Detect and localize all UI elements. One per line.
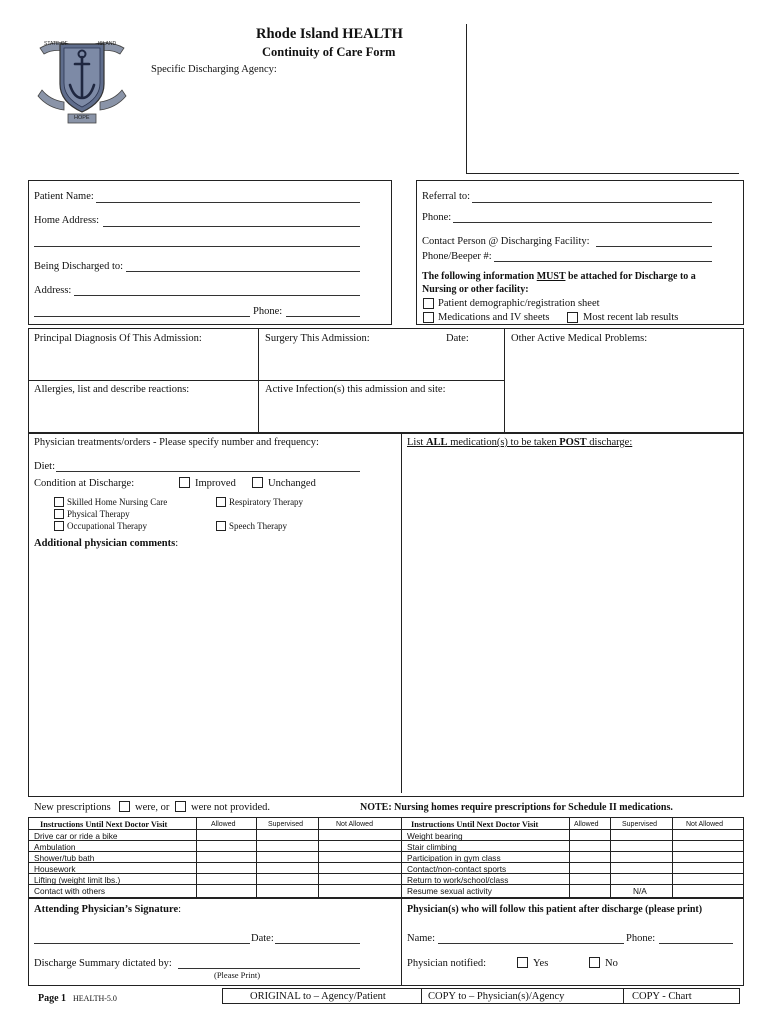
must-word: MUST: [536, 271, 566, 282]
prescriptions-were-label: were, or: [135, 802, 170, 813]
must-pre-text: The following information: [422, 271, 537, 282]
distribution-copy-chart: COPY - Chart: [632, 991, 692, 1002]
occupational-therapy-checkbox[interactable]: [54, 521, 64, 531]
must-post-text: be attached for Discharge to a: [565, 271, 696, 282]
beeper-label: Phone/Beeper #:: [422, 251, 492, 262]
active-infection-label: Active Infection(s) this admission and site:: [265, 384, 446, 395]
left-instructions-header: Instructions Until Next Doctor Visit: [40, 820, 168, 829]
referral-phone-label: Phone:: [422, 212, 452, 223]
new-prescriptions-label: New prescriptions: [34, 802, 111, 813]
meds-mid: medication(s) to be taken: [447, 437, 560, 448]
instructions-col-line: [318, 817, 319, 898]
referral-to-field[interactable]: [472, 202, 712, 203]
referral-phone-field[interactable]: [453, 222, 712, 223]
attending-signature-field[interactable]: [34, 943, 250, 944]
notified-yes-label: Yes: [533, 958, 549, 969]
meds-end: discharge:: [586, 437, 633, 448]
lab-results-checkbox[interactable]: [567, 312, 578, 323]
distribution-divider-1: [421, 988, 422, 1004]
physical-therapy-label: Physical Therapy: [67, 509, 130, 519]
left-row-4: Lifting (weight limit lbs.): [34, 875, 121, 885]
unchanged-checkbox[interactable]: [252, 477, 263, 488]
discharged-to-label: Being Discharged to:: [34, 261, 124, 272]
speech-therapy-checkbox[interactable]: [216, 521, 226, 531]
sexual-activity-na: N/A: [633, 886, 647, 896]
must-attach-line2: Nursing or other facility:: [422, 284, 529, 295]
medications-iv-checkbox[interactable]: [423, 312, 434, 323]
diagnosis-col-divider: [258, 328, 259, 433]
surgery-label: Surgery This Admission:: [265, 333, 370, 344]
speech-therapy-label: Speech Therapy: [229, 521, 288, 531]
discharge-address-label: Address:: [34, 285, 72, 296]
page-number: Page 1: [38, 993, 67, 1004]
patient-name-label: Patient Name:: [34, 191, 94, 202]
physician-notified-label: Physician notified:: [407, 958, 487, 969]
follow-phone-field[interactable]: [659, 943, 733, 944]
condition-label: Condition at Discharge:: [34, 478, 135, 489]
unchanged-label: Unchanged: [268, 478, 316, 489]
dictated-by-label: Discharge Summary dictated by:: [34, 958, 172, 969]
instructions-col-line: [196, 817, 197, 898]
distribution-divider-2: [623, 988, 624, 1004]
follow-phone-label: Phone:: [626, 933, 656, 944]
attending-signature-label: [34, 904, 181, 916]
schedule-ii-note: NOTE: Nursing homes require prescriptions for Schedule II medications.: [360, 802, 673, 813]
instructions-col-line: [610, 817, 611, 898]
skilled-nursing-label: Skilled Home Nursing Care: [67, 497, 168, 507]
agency-label: Specific Discharging Agency:: [151, 64, 277, 75]
right-row-3: Contact/non-contact sports: [407, 864, 507, 874]
medications-iv-label: Medications and IV sheets: [438, 312, 550, 323]
meds-all: ALL: [425, 437, 448, 448]
comments-colon: :: [175, 538, 179, 549]
other-problems-label: Other Active Medical Problems:: [511, 333, 648, 344]
instructions-row-line: [28, 851, 744, 852]
left-row-2: Shower/tub bath: [34, 853, 95, 863]
physical-therapy-checkbox[interactable]: [54, 509, 64, 519]
allergies-label: Allergies, list and describe reactions:: [34, 384, 190, 395]
right-supervised-header: Supervised: [622, 821, 658, 828]
distribution-original: ORIGINAL to – Agency/Patient: [250, 991, 386, 1002]
instructions-col-line: [672, 817, 673, 898]
contact-person-label: Contact Person @ Discharging Facility:: [422, 236, 590, 247]
right-row-0: Weight bearing: [407, 831, 463, 841]
home-address-line2-field[interactable]: [34, 246, 360, 247]
dictated-by-field[interactable]: [178, 968, 360, 969]
diagnosis-row-divider: [28, 380, 504, 381]
discharge-address-line2-field[interactable]: [34, 316, 250, 317]
prescriptions-not-provided-checkbox[interactable]: [175, 801, 186, 812]
diet-label: Diet:: [34, 461, 55, 472]
seal-text-state: STATE OF: [44, 41, 68, 47]
right-row-2: Participation in gym class: [407, 853, 501, 863]
seal-text-island: ISLAND: [98, 41, 117, 47]
patient-name-field[interactable]: [96, 202, 360, 203]
discharge-phone-field[interactable]: [286, 316, 360, 317]
left-supervised-header: Supervised: [268, 821, 304, 828]
follow-physician-label: Physician(s) who will follow this patient after discharge (please print): [407, 904, 703, 915]
right-instructions-header: Instructions Until Next Doctor Visit: [411, 820, 539, 829]
meds-post: POST: [559, 437, 587, 448]
seal-text-hope: HOPE: [74, 115, 90, 121]
demographic-label: Patient demographic/registration sheet: [438, 298, 600, 309]
follow-name-field[interactable]: [438, 943, 624, 944]
instructions-col-line: [401, 817, 402, 898]
left-row-0: Drive car or ride a bike: [34, 831, 118, 841]
instructions-row-line: [28, 884, 744, 885]
lab-results-label: Most recent lab results: [583, 312, 679, 323]
beeper-field[interactable]: [494, 261, 712, 262]
attending-colon: :: [178, 904, 182, 915]
skilled-nursing-checkbox[interactable]: [54, 497, 64, 507]
contact-person-field[interactable]: [596, 246, 712, 247]
principal-diagnosis-label: Principal Diagnosis Of This Admission:: [34, 333, 202, 344]
instructions-col-line: [256, 817, 257, 898]
form-code: HEALTH-5.0: [73, 994, 117, 1003]
right-not-allowed-header: Not Allowed: [686, 821, 723, 828]
comments-label-bold: Additional physician comments: [34, 538, 176, 549]
notified-no-label: No: [605, 958, 618, 969]
home-address-label: Home Address:: [34, 215, 100, 226]
left-row-3: Housework: [34, 864, 76, 874]
instructions-col-line: [569, 817, 570, 898]
state-seal-logo: [34, 30, 130, 126]
diagnosis-col-divider-2: [504, 328, 505, 433]
agency-stamp-bottom: [466, 173, 739, 174]
additional-comments-label: [34, 538, 178, 550]
diet-field[interactable]: [56, 471, 360, 472]
physician-orders-label: Physician treatments/orders - Please specify number and frequency:: [34, 437, 319, 448]
please-print-label: (Please Print): [214, 970, 261, 980]
referral-to-label: Referral to:: [422, 191, 471, 202]
home-address-field[interactable]: [103, 226, 360, 227]
discharge-phone-label: Phone:: [253, 306, 283, 317]
right-row-4: Return to work/school/class: [407, 875, 509, 885]
improved-checkbox[interactable]: [179, 477, 190, 488]
form-title: Rhode Island HEALTH: [256, 26, 403, 42]
agency-stamp-divider: [466, 24, 467, 174]
left-not-allowed-header: Not Allowed: [336, 821, 373, 828]
demographic-checkbox[interactable]: [423, 298, 434, 309]
left-row-5: Contact with others: [34, 886, 106, 896]
improved-label: Improved: [195, 478, 236, 489]
meds-pre: List: [407, 437, 426, 448]
attending-label-bold: Attending Physician’s Signature: [34, 904, 179, 915]
instructions-row-line: [28, 840, 744, 841]
occupational-therapy-label: Occupational Therapy: [67, 521, 148, 531]
right-row-5: Resume sexual activity: [407, 886, 492, 896]
follow-name-label: Name:: [407, 933, 435, 944]
prescriptions-were-checkbox[interactable]: [119, 801, 130, 812]
right-allowed-header: Allowed: [574, 821, 599, 828]
treatment-box: [28, 433, 744, 797]
left-allowed-header: Allowed: [211, 821, 236, 828]
instructions-row-line: [28, 873, 744, 874]
respiratory-therapy-label: Respiratory Therapy: [229, 497, 304, 507]
notified-no-checkbox[interactable]: [589, 957, 600, 968]
right-row-1: Stair climbing: [407, 842, 457, 852]
post-discharge-meds-label: [407, 437, 632, 449]
prescriptions-not-provided-label: were not provided.: [191, 802, 271, 813]
signature-col-divider: [401, 898, 402, 986]
surgery-date-label: Date:: [446, 333, 469, 344]
attending-date-field[interactable]: [275, 943, 360, 944]
distribution-copy-physician: COPY to – Physician(s)/Agency: [428, 991, 565, 1002]
form-subtitle: Continuity of Care Form: [262, 45, 396, 59]
treatment-col-divider: [401, 433, 402, 793]
instructions-row-line: [28, 862, 744, 863]
left-row-1: Ambulation: [34, 842, 76, 852]
must-attach-notice: [422, 271, 696, 283]
discharge-address-field[interactable]: [74, 295, 360, 296]
attending-date-label: Date:: [251, 933, 274, 944]
discharged-to-field[interactable]: [126, 271, 360, 272]
respiratory-therapy-checkbox[interactable]: [216, 497, 226, 507]
notified-yes-checkbox[interactable]: [517, 957, 528, 968]
